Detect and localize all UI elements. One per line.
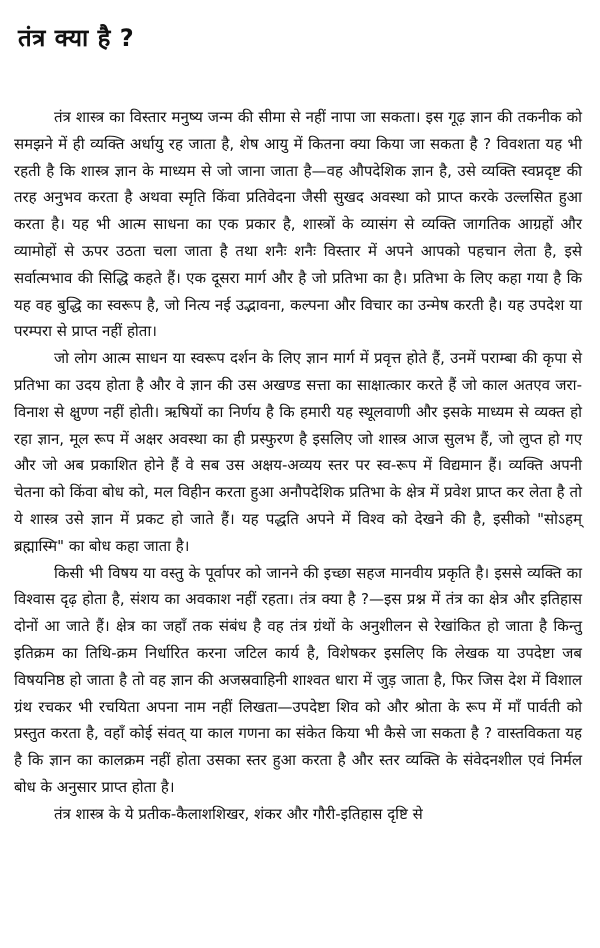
page-title: तंत्र क्या है ? — [18, 24, 135, 52]
paragraph: तंत्र शास्त्र के ये प्रतीक-कैलाशशिखर, शंकर और गौरी-इतिहास दृष्टि से — [54, 804, 423, 823]
document-body — [14, 104, 582, 828]
paragraph: किसी भी विषय या वस्तु के पूर्वापर को जानने की इच्छा सहज मानवीय प्रकृति है। इससे व्यक्ति का विश्वास दृढ़ होता है, संशय का अवकाश नहीं रहता। तंत्र क्या है ?—इस प्रश्न में तंत्र का क्षेत्र और इतिहास दोनों आ जाते हैं। क्षेत्र का जहाँ तक संबंध है वह तंत्र ग्रंथों के अनुशीलन से रेखांकित हो जाता है किन्तु इतिक्रम का तिथि-क्रम निर्धारित करना जटिल कार्य है, विशेषकर इसलिए कि लेखक या उपदेष्टा जब विषयनिष्ठ हो जाता है तो वह ज्ञान की अजस्रवाहिनी शाश्वत धारा में जुड़ जाता है, फिर जिस देश में विशाल ग्रंथ रचकर भी रचयिता अपना नाम नहीं लिखता—उपदेष्टा शिव को और श्रोता के रूप में माँ पार्वती को प्रस्तुत करता है, वहाँ कोई संवत् या काल गणना का संकेत किया भी कैसे जा सकता है ? वास्तविकता यह है कि ज्ञान का कालक्रम नहीं होता उसका स्तर हुआ करता है और स्तर व्यक्ति के संवेदनशील एवं निर्मल बोध के अनुसार प्राप्त होता है। — [14, 563, 582, 796]
paragraph: जो लोग आत्म साधन या स्वरूप दर्शन के लिए ज्ञान मार्ग में प्रवृत्त होते हैं, उनमें पराम्बा की कृपा से प्रतिभा का उदय होता है और वे ज्ञान की उस अखण्ड सत्ता का साक्षात्कार करते हैं जो काल अतएव जरा-विनाश से क्षुण्ण नहीं होती। ऋषियों का निर्णय है कि हमारी यह स्थूलवाणी और इसके माध्यम से व्यक्त हो रहा ज्ञान, मूल रूप में अक्षर अवस्था का ही प्रस्फुरण है इसलिए जो शास्त्र आज सुलभ हैं, जो लुप्त हो गए और जो अब प्रकाशित होने हैं वे सब उस अक्षय-अव्यय स्तर पर स्व-रूप में विद्यमान हैं। व्यक्ति अपनी चेतना को किंवा बोध को, मल विहीन करता हुआ अनौपदेशिक प्रतिभा के क्षेत्र में प्रवेश प्राप्त कर लेता है तो ये शास्त्र उसे ज्ञान में प्रकट हो जाते हैं। यह पद्धति अपने में विश्व को देखने की है, इसीको "सोऽहम् ब्रह्मास्मि" का बोध कहा जाता है। — [14, 349, 582, 555]
paragraph: तंत्र शास्त्र का विस्तार मनुष्य जन्म की सीमा से नहीं नापा जा सकता। इस गूढ़ ज्ञान की तकनीक को समझने में ही व्यक्ति अर्धायु रह जाता है, शेष आयु में कितना क्या किया जा सकता है ? विवशता यह भी रहती है कि शास्त्र ज्ञान के माध्यम से जो जाना जाता है—वह औपदेशिक ज्ञान है, उसे व्यक्ति स्वप्नदृष्ट की तरह अनुभव करता है अथवा स्मृति किंवा प्रतिवेदना जैसी सुखद अवस्था को प्राप्त करके उल्लसित हुआ करता है। यह भी आत्म साधना का एक प्रकार है, शास्त्रों के व्यासंग से व्यक्ति जागतिक आग्रहों और व्यामोहों से ऊपर उठता चला जाता है तथा शनैः शनैः विस्तार में अपने आपको पहचान लेता है, इसे सर्वात्मभाव की सिद्धि कहते हैं। एक दूसरा मार्ग और है जो प्रतिभा का है। प्रतिभा के लिए कहा गया है कि यह वह बुद्धि का स्वरूप है, जो नित्य नई उद्भावना, कल्पना और विचार का उन्मेष करती है। यह उपदेश या परम्परा से प्राप्त नहीं होता। — [14, 108, 582, 341]
